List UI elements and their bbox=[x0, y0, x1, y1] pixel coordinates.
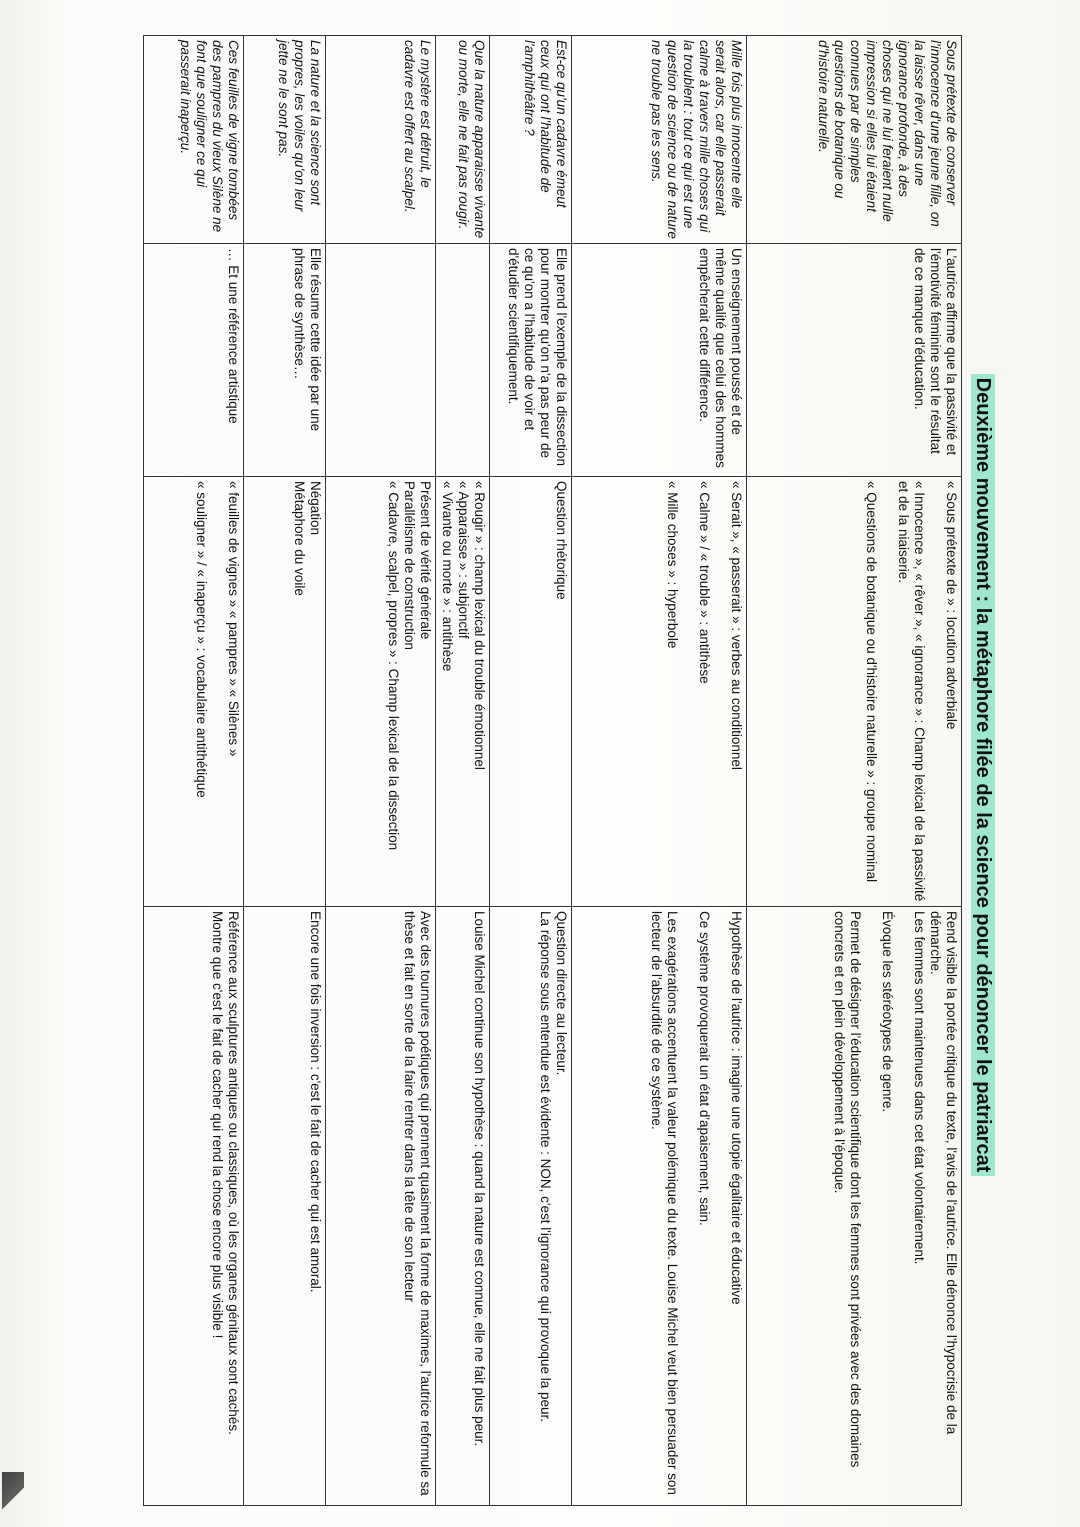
rotated-sheet bbox=[88, 35, 1000, 1515]
analysis-table bbox=[143, 35, 962, 1506]
procedes-cell: « Serait », « passerait » : verbes au conditionnel « Calme » / « trouble » : antithèse « Mille choses » : hyperbole bbox=[572, 477, 747, 907]
procedes-cell: « Rougir » : champ lexical du trouble émotionnel « Apparaisse » : subjonctif « Vivante ou morte » : antithèse bbox=[436, 477, 490, 907]
analysis-cell: Elle prend l'exemple de la dissection pour montrer qu'on n'a pas peur de ce qu'on a l'habitude de voir et d'étudier scientifiquement. bbox=[490, 244, 572, 477]
table-row bbox=[436, 36, 490, 1506]
quote-cell: Ces feuilles de vigne tombées des pampres du vieux Silène ne font que souligner ce qui passerait inaperçu. bbox=[144, 36, 244, 244]
quote-cell: Sous prétexte de conserver l'innocence d'une jeune fille, on la laisse rêver, dans une ignorance profonde, à des choses qui ne lui feraient nulle impression si elles lui étaient connues par de simples questions de botanique ou d'histoire naturelle. bbox=[747, 36, 962, 244]
interpretation-cell: Référence aux sculptures antiques ou classiques, où les organes génitaux sont cachés. Montre que c'est le fait de cacher qui rend la chose encore plus visible ! bbox=[144, 907, 244, 1506]
quote-cell: Mille fois plus innocente elle serait alors, car elle passerait calme à travers mille choses qui la troublent : tout ce qui est une question de science ou de nature ne trouble pas les sens. bbox=[572, 36, 747, 244]
procedes-cell: Présent de vérité générale Parallélisme de construction « Cadavre, scalpel, propres » : Champ lexical de la dissection bbox=[326, 477, 436, 907]
table-row bbox=[572, 36, 747, 1506]
analysis-cell: L'autrice affirme que la passivité et l'émotivité féminine sont le résultat de ce manque d'éducation. bbox=[747, 244, 962, 477]
procedes-cell: « Sous prétexte de » : locution adverbiale « Innocence », « rêver », « ignorance » : Champ lexical de la passivité et de la niaiserie. « Questions de botanique ou d'histoire naturelle » : groupe nominal bbox=[747, 477, 962, 907]
table-row bbox=[144, 36, 244, 1506]
analysis-cell: Elle résume cette idée par une phrase de synthèse… bbox=[244, 244, 326, 477]
table-row bbox=[747, 36, 962, 1506]
interpretation-cell: Louise Michel continue son hypothèse : quand la nature est connue, elle ne fait plus peur. bbox=[436, 907, 490, 1506]
interpretation-cell: Avec des tournures poétiques qui prennent quasiment la forme de maximes, l'autrice reformule sa thèse et fait en sorte de la faire rentrer dans la tête de son lecteur bbox=[326, 907, 436, 1506]
section-title-text: Deuxième mouvement : la métaphore filée de la science pour dénoncer le patriarcat bbox=[971, 374, 995, 1177]
analysis-cell: Un enseignement poussé et de même qualité que celui des hommes empêcherait cette différence. bbox=[572, 244, 747, 477]
quote-cell: Que la nature apparaisse vivante ou morte, elle ne fait pas rougir. bbox=[436, 36, 490, 244]
table-row bbox=[244, 36, 326, 1506]
interpretation-cell: Encore une fois inversion : c'est le fait de cacher qui est amoral. bbox=[244, 907, 326, 1506]
analysis-cell bbox=[436, 244, 490, 477]
interpretation-cell: Hypothèse de l'autrice : imagine une utopie égalitaire et éducative Ce système provoquerait un état d'apaisement, sain. Les exagérations accentuent la valeur polémique du texte. Louise Michel veut bien persuader son lecteur de l'absurdité de ce système. bbox=[572, 907, 747, 1506]
table-row bbox=[490, 36, 572, 1506]
interpretation-cell: Question directe au lecteur. La réponse sous entendue est évidente : NON, c'est l'ignorance qui provoque la peur. bbox=[490, 907, 572, 1506]
analysis-cell bbox=[326, 244, 436, 477]
analysis-cell: … Et une référence artistique bbox=[144, 244, 244, 477]
quote-cell: Le mystère est détruit, le cadavre est offert au scalpel. bbox=[326, 36, 436, 244]
interpretation-cell: Rend visible la portée critique du texte, l'avis de l'autrice. Elle dénonce l'hypocrisie de la démarche. Les femmes sont maintenues dans cet état volontairement. Évoque les stéréotypes de genre. Permet de désigner l'éducation scientifique dont les femmes sont privées avec des domaines concrets et en plein développement à l'époque. bbox=[747, 907, 962, 1506]
section-title bbox=[966, 35, 1000, 1515]
procedes-cell: « feuilles de vignes » « pampres » « Silènes » « souligner » / « inaperçu » : vocabulaire antithétique bbox=[144, 477, 244, 907]
table-row bbox=[326, 36, 436, 1506]
procedes-cell: Question rhétorique bbox=[490, 477, 572, 907]
procedes-cell: Négation Métaphore du voile bbox=[244, 477, 326, 907]
quote-cell: Est-ce qu'un cadavre émeut ceux qui ont l'habitude de l'amphithéâtre ? bbox=[490, 36, 572, 244]
quote-cell: La nature et la science sont propres, les voiles qu'on leur jette ne le sont pas. bbox=[244, 36, 326, 244]
scan-shadow-mark bbox=[2, 1472, 24, 1512]
